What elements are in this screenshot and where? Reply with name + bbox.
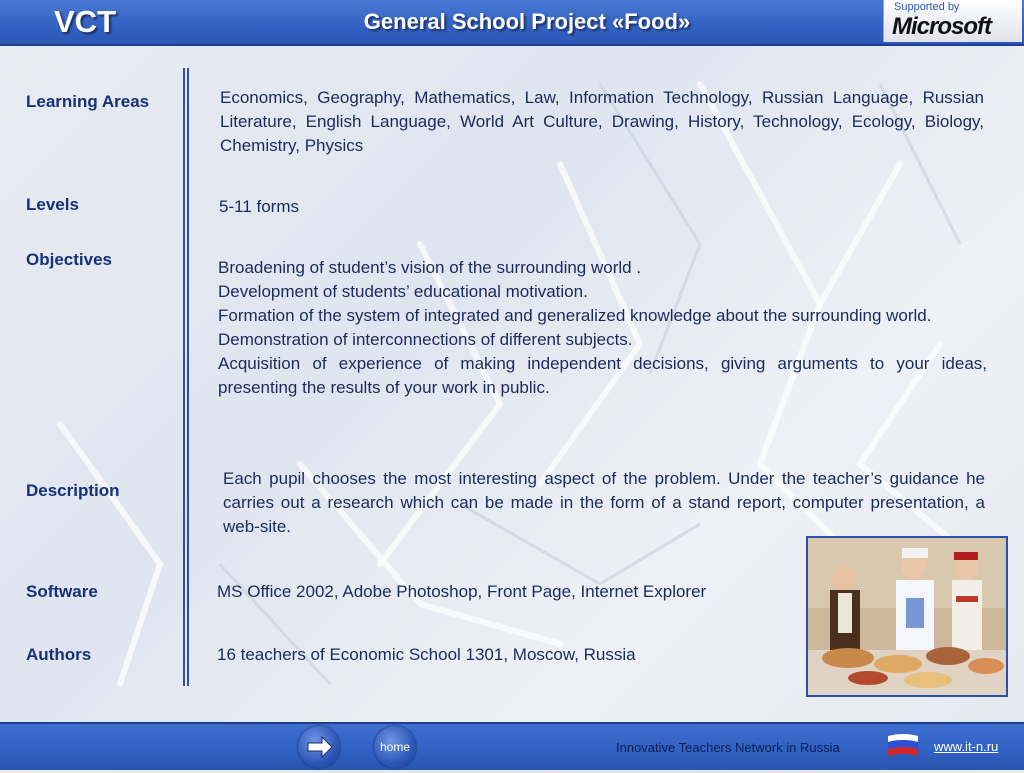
website-link[interactable]: www.it-n.ru (934, 739, 999, 754)
network-name: Innovative Teachers Network in Russia (616, 740, 840, 755)
sponsor-name: Microsoft (892, 13, 991, 40)
objective-item: Development of students’ educational motivation. (218, 282, 588, 301)
software-label: Software (26, 582, 98, 601)
authors-text: 16 teachers of Economic School 1301, Moscow, Russia (217, 645, 636, 664)
objective-item: Broadening of student’s vision of the surrounding world . (218, 258, 642, 277)
objectives-label: Objectives (26, 250, 112, 269)
divider-line (183, 68, 185, 686)
header-bar (0, 0, 1024, 46)
learning-areas-label: Learning Areas (26, 92, 150, 111)
divider-line (187, 68, 189, 686)
page-title: General School Project «Food» (363, 9, 691, 34)
microsoft-sponsor-logo (883, 0, 1022, 42)
software-text: MS Office 2002, Adobe Photoshop, Front Page, Internet Explorer (217, 582, 707, 601)
footer-bar (0, 722, 1024, 770)
brand-logo-text: VCT (54, 4, 116, 39)
levels-text: 5-11 forms (219, 197, 299, 216)
authors-label: Authors (26, 645, 92, 664)
home-button[interactable]: home (374, 726, 416, 768)
levels-label: Levels (26, 195, 79, 214)
description-text: Each pupil chooses the most interesting aspect of the problem. Under the teacher’s guidance he carries out a research which can be made in the form of a stand report, computer presentation, a web-site. (223, 469, 985, 536)
arrow-right-icon (298, 726, 340, 768)
students-photo (806, 536, 1008, 697)
sponsor-caption: Supported by (894, 1, 960, 13)
learning-areas-text: Economics, Geography, Mathematics, Law, Information Technology, Russian Language, Russian Literature, English Language, World Art Culture, Drawing, History, Technology, Ecology, Biology, Chemistry, Physics (220, 88, 984, 155)
objective-item: Acquisition of experience of making independent decisions, giving arguments to your ideas, presenting the results of your work in public. (218, 354, 987, 397)
objectives-list (218, 256, 987, 400)
objective-item: Formation of the system of integrated and generalized knowledge about the surrounding world. (218, 306, 932, 325)
next-button[interactable] (298, 726, 340, 768)
russia-flag-icon[interactable] (886, 732, 920, 760)
description-label: Description (26, 481, 120, 500)
objective-item: Demonstration of interconnections of different subjects. (218, 330, 633, 349)
